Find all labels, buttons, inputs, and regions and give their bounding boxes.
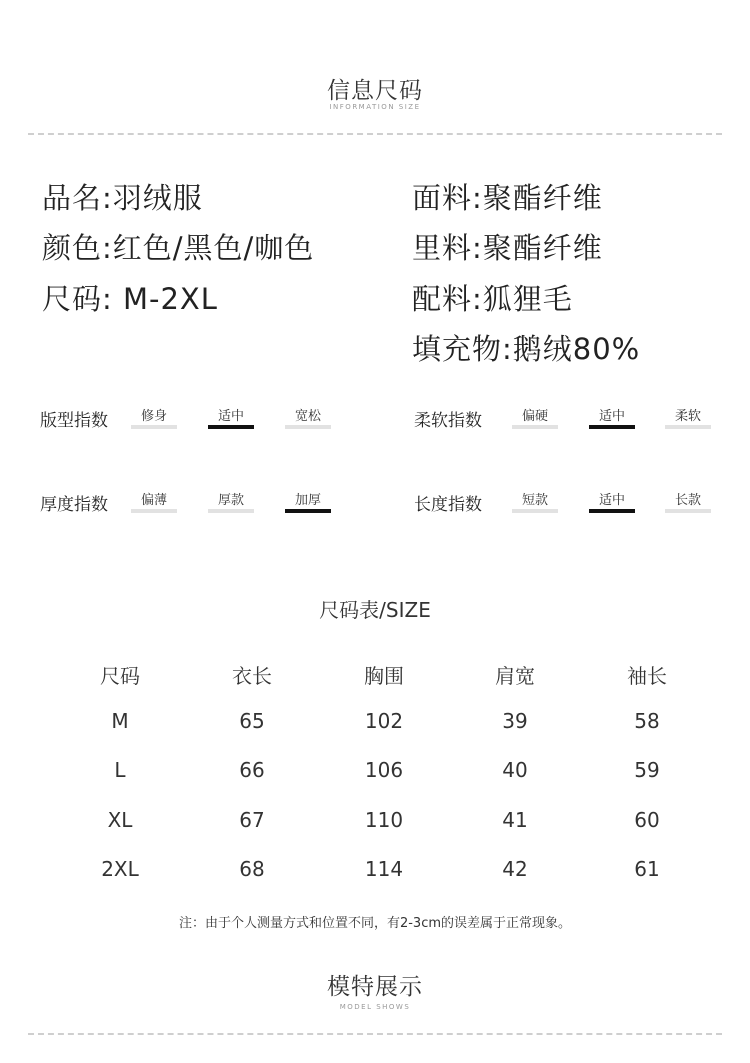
info-product-name: 品名:羽绒服 (42, 181, 203, 215)
index-option-selected: 适中 (208, 405, 254, 424)
dashed-divider-bottom (28, 1033, 722, 1035)
index-bar (131, 509, 177, 513)
table-cell: 61 (634, 857, 660, 881)
index-bar (208, 425, 254, 429)
index-option: 长款 (665, 489, 711, 508)
index-bar (285, 425, 331, 429)
table-cell: 39 (502, 709, 528, 733)
index-bar (665, 425, 711, 429)
dashed-divider-top (28, 133, 722, 135)
table-cell: 59 (634, 758, 660, 782)
index-option-selected: 加厚 (285, 489, 331, 508)
section-title-info: 信息尺码 (327, 78, 423, 104)
info-trim: 配料:狐狸毛 (412, 282, 573, 316)
index-bar (589, 509, 635, 513)
info-filling: 填充物:鹅绒80% (412, 332, 641, 366)
table-cell: 66 (239, 758, 265, 782)
table-cell: XL (107, 808, 133, 832)
size-table-title: 尺码表/SIZE (319, 598, 431, 622)
index-bar (512, 509, 558, 513)
table-cell: 106 (364, 758, 404, 782)
index-option-selected: 适中 (589, 489, 635, 508)
table-header-cell: 衣长 (232, 664, 272, 688)
index-label-softness: 柔软指数 (414, 411, 482, 431)
index-option: 短款 (512, 489, 558, 508)
table-header-cell: 袖长 (627, 664, 667, 688)
table-cell: 65 (239, 709, 265, 733)
index-label-fit: 版型指数 (40, 411, 108, 431)
table-cell: 41 (502, 808, 528, 832)
table-cell: 110 (364, 808, 404, 832)
measurement-note: 注：由于个人测量方式和位置不同，有2-3cm的误差属于正常现象。 (178, 916, 572, 931)
table-cell: 2XL (101, 857, 139, 881)
table-cell: 67 (239, 808, 265, 832)
section-subtitle-model: MODEL SHOWS (339, 1003, 411, 1011)
table-header-cell: 胸围 (364, 664, 404, 688)
index-option: 宽松 (285, 405, 331, 424)
index-option: 偏硬 (512, 405, 558, 424)
info-lining: 里料:聚酯纤维 (412, 231, 603, 265)
index-label-length: 长度指数 (414, 495, 482, 515)
index-option: 厚款 (208, 489, 254, 508)
index-bar (208, 509, 254, 513)
table-cell: 40 (502, 758, 528, 782)
index-label-thickness: 厚度指数 (40, 495, 108, 515)
index-bar (285, 509, 331, 513)
index-option-selected: 适中 (589, 405, 635, 424)
index-bar (131, 425, 177, 429)
index-bar (589, 425, 635, 429)
index-option: 修身 (131, 405, 177, 424)
table-cell: 60 (634, 808, 660, 832)
table-header-cell: 肩宽 (495, 664, 535, 688)
table-header-cell: 尺码 (100, 664, 140, 688)
info-fabric: 面料:聚酯纤维 (412, 181, 603, 215)
table-cell: M (111, 709, 129, 733)
table-cell: 58 (634, 709, 660, 733)
info-size: 尺码: M-2XL (42, 282, 218, 316)
table-cell: 114 (364, 857, 404, 881)
table-cell: L (114, 758, 126, 782)
index-option: 偏薄 (131, 489, 177, 508)
index-bar (512, 425, 558, 429)
info-color: 颜色:红色/黑色/咖色 (42, 231, 315, 265)
index-bar (665, 509, 711, 513)
table-cell: 42 (502, 857, 528, 881)
section-title-model: 模特展示 (327, 974, 423, 1000)
section-subtitle-info: INFORMATION SIZE (329, 103, 421, 111)
table-cell: 68 (239, 857, 265, 881)
index-option: 柔软 (665, 405, 711, 424)
table-cell: 102 (364, 709, 404, 733)
